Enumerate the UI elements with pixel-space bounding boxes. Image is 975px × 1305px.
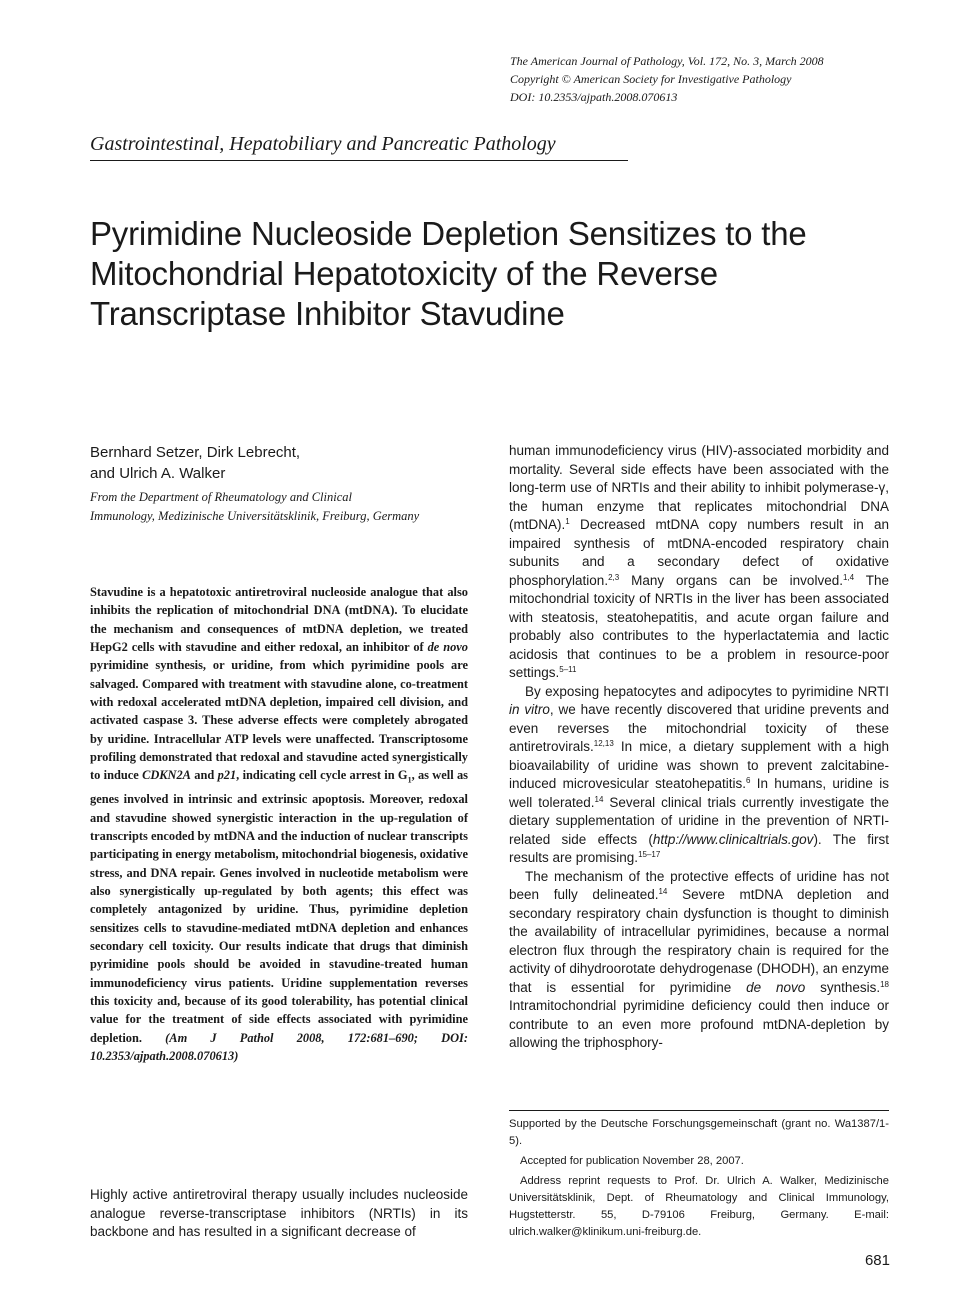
authors bbox=[90, 442, 470, 484]
journal-citation: The American Journal of Pathology, Vol. 172, No. 3, March 2008 bbox=[510, 54, 824, 68]
title-line: Transcriptase Inhibitor Stavudine bbox=[90, 295, 565, 332]
body-paragraph: human immunodeficiency virus (HIV)-associated morbidity and mortality. Several side effects have been associated with the long-term use of NRTIs and their ability to inhibit polymerase-γ, the human enzyme that replicates mitochondrial DNA (mtDNA).$^1$ Decreased mtDNA copy numbers result in an impaired synthesis of mtDNA-encoded respiratory chain subunits and a secondary defect of oxidative phosphorylation.$^{2,3}$ Many organs can be involved.$^{1,4}$ The mitochondrial toxicity of NRTIs in the liver has been associated with steatosis, steatohepatitis, and acute organ failure and probably also contributes to the hyperlactatemia and lactic acidosis that continues to be a problem in resource-poor settings.$^{5-11}$ bbox=[509, 443, 889, 680]
article-title bbox=[90, 214, 910, 334]
reference: 15–17 bbox=[638, 850, 661, 859]
reference: 1,4 bbox=[842, 572, 855, 582]
reference: 14 bbox=[658, 887, 668, 896]
gene-name: CDKN2A bbox=[142, 768, 191, 783]
body-paragraph: By exposing hepatocytes and adipocytes to pyrimidine NRTI in vitro, we have recently discovered that uridine prevents and even reverses the mitochondrial toxicity of these antiretrovirals.$^{12,13}$ In mice, a dietary supplement with a high bioavailability of uridine was shown to prevent zalcitabine-induced microvesicular steatohepatitis.$^6$ In humans, uridine is well tolerated.$^{14}$ Several clinical trials currently investigate the dietary supplementation of uridine in the prevention of NRTI-related side effects (http://www.clinicaltrials.gov). The first results are promising.$^{15-17}$ bbox=[509, 683, 889, 865]
title-line: Mitochondrial Hepatotoxicity of the Reverse bbox=[90, 255, 718, 292]
abstract-italic: de novo bbox=[427, 640, 469, 655]
authors-line: Bernhard Setzer, Dirk Lebrecht, bbox=[90, 444, 301, 461]
abstract-citation: (Am J Pathol 2008, 172:681–690; DOI: 10.2353/ajpath.2008.070613) bbox=[90, 1030, 468, 1064]
footnote-accepted: Accepted for publication November 28, 2007. bbox=[520, 1155, 744, 1167]
journal-copyright: Copyright © American Society for Investigative Pathology bbox=[510, 72, 792, 86]
footnote-reprints: Address reprint requests to Prof. Dr. Ulrich A. Walker, Medizinische Universitätsklinik, Dept. of Rheumatology and Clinical Immunology, Hugstetterstr. 55, D-79106 Freiburg, Germany. E-mail: ulrich.walker@klinikum.uni-freiburg.de. bbox=[509, 1175, 889, 1238]
journal-doi: DOI: 10.2353/ajpath.2008.070613 bbox=[510, 90, 678, 104]
abstract-segment: , indicating cell cycle arrest in G bbox=[236, 768, 408, 783]
section-heading: Gastrointestinal, Hepatobiliary and Pancreatic Pathology bbox=[90, 133, 556, 155]
reference: 6 bbox=[745, 776, 751, 785]
intro-right-column bbox=[509, 442, 889, 1053]
affiliation bbox=[90, 488, 470, 526]
abstract-segment: , as well as genes involved in intrinsic and extrinsic apoptosis. Moreover, redoxal and stavudine showed synergistic interaction in the up-regulation of transcripts encoded by mtDNA and the induction of nuclear transcripts participating in energy metabolism, mitochondrial biogenesis, oxidative stress, and DNA repair. Genes involved in nucleotide metabolism were also synergistically up-regulated by both agents; this effect was completely antagonized by uridine. Thus, pyrimidine depletion sensitizes cells to stavudine-mediated mtDNA depletion and enhances secondary cell toxicity. Our results indicate that drugs that diminish pyrimidine pools should be avoided in stavudine-treated human immunodeficiency virus patients. Uridine supplementation reverses this toxicity and, because of its good tolerability, has potential clinical value for the treatment of side effects associated with pyrimidine depletion. bbox=[90, 768, 468, 1045]
reference: 14 bbox=[594, 794, 604, 804]
page-number: 681 bbox=[864, 1252, 890, 1269]
clinicaltrials-link[interactable]: http://www.clinicaltrials.gov bbox=[652, 831, 814, 847]
abstract-text bbox=[90, 583, 468, 1065]
subscript: 1 bbox=[407, 775, 412, 785]
intro-left-column bbox=[90, 1186, 468, 1242]
footnotes bbox=[509, 1116, 889, 1244]
footnote-support: Supported by the Deutsche Forschungsgemeinschaft (grant no. Wa1387/1-5). bbox=[509, 1118, 889, 1147]
reference: 18 bbox=[880, 979, 889, 989]
section-divider bbox=[90, 160, 628, 161]
abstract-segment: and bbox=[190, 768, 218, 783]
body-paragraph: The mechanism of the protective effects of uridine has not been fully delineated.$^{14}$ Severe mtDNA depletion and secondary respiratory chain dysfunction is thought to diminish the availability of intracellular pyrimidines, because a normal electron flux through the respiratory chain is required for the activity of dihydroorotate dehydrogenase (DHODH), an enzyme that is essential for pyrimidine de novo synthesis.$^{18}$ Intramitochondrial pyrimidine deficiency could then induce or contribute to an even more profound mtDNA-depletion by allowing the triphosphory- bbox=[509, 868, 889, 1050]
abstract-segment: pyrimidine synthesis, or uridine, from which pyrimidine pools are salvaged. Compared with treatment with stavudine alone, co-treatment with redoxal accelerated mtDNA depletion, impaired cell division, and activated caspase 3. These adverse effects were completely abrogated by uridine. Intracellular ATP levels were unaffected. Transcriptosome profiling demonstrated that redoxal and stavudine acted synergistically to induce bbox=[90, 658, 468, 783]
reference: 12,13 bbox=[593, 739, 614, 748]
footnote-divider bbox=[509, 1110, 889, 1111]
reference: 5–11 bbox=[559, 665, 577, 674]
gene-name: p21 bbox=[217, 768, 237, 783]
intro-paragraph: Highly active antiretroviral therapy usually includes nucleoside analogue reverse-transcriptase inhibitors (NRTIs) in its backbone and has resulted in a significant decrease of bbox=[90, 1187, 468, 1240]
affiliation-line: Immunology, Medizinische Universitätsklinik, Freiburg, Germany bbox=[90, 509, 420, 523]
abstract-segment: Stavudine is a hepatotoxic antiretroviral nucleoside analogue that also inhibits the replication of mitochondrial DNA (mtDNA). To elucidate the mechanism and consequences of mtDNA depletion, we treated HepG2 cells with stavudine and either redoxal, an inhibitor of bbox=[90, 585, 468, 655]
authors-line: and Ulrich A. Walker bbox=[90, 465, 226, 482]
affiliation-line: From the Department of Rheumatology and Clinical bbox=[90, 490, 352, 504]
abstract bbox=[90, 583, 468, 1065]
title-line: Pyrimidine Nucleoside Depletion Sensitizes to the bbox=[90, 215, 807, 252]
reference: 1 bbox=[565, 517, 570, 526]
reference: 2,3 bbox=[608, 572, 620, 582]
journal-info bbox=[510, 52, 950, 106]
